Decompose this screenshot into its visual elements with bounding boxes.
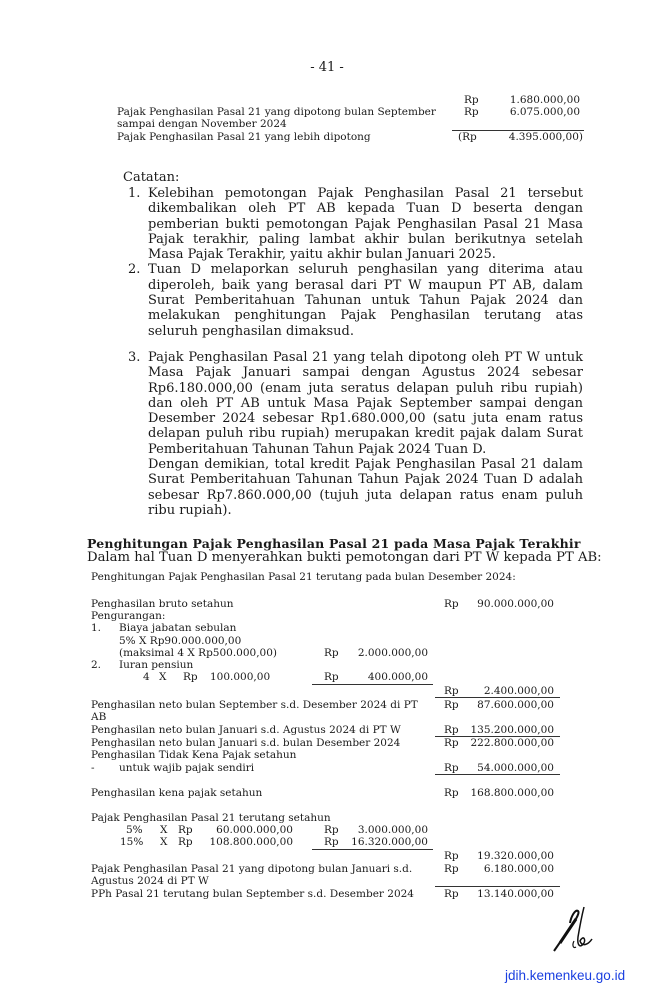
- dash: -: [91, 762, 95, 774]
- neto-ab-label: AB: [91, 711, 107, 723]
- currency: Rp: [464, 106, 479, 118]
- final-label: PPh Pasal 21 terutang bulan September s.d. Desember 2024: [91, 888, 414, 900]
- signature-icon: [550, 905, 600, 955]
- deduction-formula: 5% X Rp90.000.000,00: [119, 635, 242, 647]
- amount: 168.800.000,00: [470, 787, 554, 799]
- currency: Rp: [444, 699, 459, 711]
- note-text: Kelebihan pemotongan Pajak Penghasilan Pasal 21 tersebut dikembalikan oleh PT AB kepada Tuan D beserta dengan pemberian bukti pemotongan Pajak Penghasilan Pasal 21 Masa Pajak terakhir, paling lambat akhir bulan berikutnya setelah Masa Pajak Terakhir, yaitu akhir bulan Januari 2025.: [148, 186, 583, 263]
- currency: Rp: [464, 94, 479, 106]
- amount: 3.000.000,00: [357, 824, 428, 836]
- times-sign: X: [159, 671, 167, 683]
- tax-label: Pajak Penghasilan Pasal 21 terutang setahun: [91, 812, 331, 824]
- amount: 54.000.000,00: [477, 762, 554, 774]
- note-number: 2.: [128, 262, 141, 278]
- note-continuation: Dengan demikian, total kredit Pajak Penghasilan Pasal 21 dalam Surat Pemberitahuan Tahunan Tahun Pajak 2024 Tuan D adalah sebesar Rp7.860.000,00 (tujuh juta delapan ratus enam puluh ribu rupiah).: [148, 457, 583, 518]
- amount: 13.140.000,00: [477, 888, 554, 900]
- note-number: 1.: [128, 186, 141, 201]
- summary-label: sampai dengan November 2024: [117, 118, 287, 130]
- times-sign: X: [160, 824, 168, 836]
- currency: Rp: [324, 824, 339, 836]
- deduction-max: (maksimal 4 X Rp500.000,00): [119, 647, 278, 659]
- note-text: Pajak Penghasilan Pasal 21 yang telah dipotong oleh PT W untuk Masa Pajak Januari sampai dengan Agustus 2024 sebesar Rp6.180.000,00 (enam juta seratus delapan puluh ribu rupiah) dan oleh PT AB untuk Masa Pajak September sampai dengan Desember 2024 sebesar Rp1.680.000,00 (satu juta enam ratus delapan puluh ribu rupiah) merupakan kredit pajak dalam Surat Pemberitahuan Tahunan Tahun Pajak 2024 Tuan D.: [148, 349, 583, 457]
- summary-label: Pajak Penghasilan Pasal 21 yang lebih dipotong: [117, 131, 371, 143]
- currency: Rp: [324, 836, 339, 848]
- amount: 135.200.000,00: [470, 724, 554, 736]
- currency: Rp: [444, 598, 459, 610]
- withheld-label: Pajak Penghasilan Pasal 21 yang dipotong bulan Januari s.d.: [91, 863, 413, 875]
- deduction-label: Biaya jabatan sebulan: [119, 622, 237, 634]
- currency: (Rp: [458, 131, 477, 143]
- amount: 222.800.000,00: [470, 737, 554, 749]
- currency: Rp: [178, 836, 193, 848]
- neto-w-label: Penghasilan neto bulan Januari s.d. Agustus 2024 di PT W: [91, 724, 401, 736]
- note-text: Tuan D melaporkan seluruh penghasilan yang diterima atau diperoleh, baik yang berasal dari PT W maupun PT AB, dalam Surat Pemberitahuan Tahunan untuk Tahun Pajak 2024 dan melakukan penghitungan Pajak Penghasilan terutang atas seluruh penghasilan dimaksud.: [148, 262, 583, 339]
- subtotal-rule: [312, 849, 433, 850]
- currency: Rp: [444, 724, 459, 736]
- currency: Rp: [444, 850, 459, 862]
- deduction-number: 1.: [91, 622, 102, 634]
- deduction-number: 2.: [91, 659, 102, 671]
- subtotal-rule: [312, 684, 433, 685]
- page-number: - 41 -: [310, 60, 344, 75]
- summary-label: Pajak Penghasilan Pasal 21 yang dipotong bulan September: [117, 106, 436, 118]
- amount: 19.320.000,00: [477, 850, 554, 862]
- currency: Rp: [444, 685, 459, 697]
- currency: Rp: [444, 787, 459, 799]
- bracket-base: 108.800.000,00: [209, 836, 293, 848]
- pkp-label: Penghasilan kena pajak setahun: [91, 787, 263, 799]
- bracket-rate: 15%: [120, 836, 144, 848]
- footer-link[interactable]: jdih.kemenkeu.go.id: [505, 968, 626, 983]
- base-amount: 100.000,00: [210, 671, 271, 683]
- amount: 90.000.000,00: [477, 598, 554, 610]
- bracket-rate: 5%: [126, 824, 143, 836]
- notes-list: [123, 186, 583, 518]
- ptkp-label: Penghasilan Tidak Kena Pajak setahun: [91, 749, 297, 761]
- amount: 400.000,00: [367, 671, 428, 683]
- amount: 1.680.000,00: [509, 94, 580, 106]
- currency: Rp: [324, 671, 339, 683]
- amount: 87.600.000,00: [477, 699, 554, 711]
- note-number: 3.: [128, 349, 141, 365]
- subtotal-rule: [435, 774, 560, 775]
- currency: Rp: [444, 762, 459, 774]
- note-item: [123, 262, 583, 338]
- amount: 6.180.000,00: [483, 863, 554, 875]
- subtotal-rule: [435, 697, 560, 698]
- withheld-label: Agustus 2024 di PT W: [91, 875, 209, 887]
- currency: Rp: [444, 888, 459, 900]
- bracket-base: 60.000.000,00: [216, 824, 293, 836]
- subtotal-rule: [435, 886, 560, 887]
- note-item: [123, 350, 583, 518]
- amount: 6.075.000,00: [509, 106, 580, 118]
- currency: Rp: [444, 863, 459, 875]
- section-heading: Penghitungan Pajak Penghasilan Pasal 21 pada Masa Pajak Terakhir: [87, 536, 581, 551]
- currency: Rp: [324, 647, 339, 659]
- calc-title: Penghitungan Pajak Penghasilan Pasal 21 terutang pada bulan Desember 2024:: [91, 571, 516, 583]
- ptkp-sub-label: untuk wajib pajak sendiri: [119, 762, 255, 774]
- bruto-label: Penghasilan bruto setahun: [91, 598, 234, 610]
- currency: Rp: [444, 737, 459, 749]
- section-subheading: Dalam hal Tuan D menyerahkan bukti pemotongan dari PT W kepada PT AB:: [87, 550, 602, 565]
- multiplier: 4: [143, 671, 150, 683]
- amount: 2.400.000,00: [483, 685, 554, 697]
- amount: 16.320.000,00: [351, 836, 428, 848]
- times-sign: X: [160, 836, 168, 848]
- currency: Rp: [178, 824, 193, 836]
- neto-total-label: Penghasilan neto bulan Januari s.d. bulan Desember 2024: [91, 737, 401, 749]
- deduction-label: Iuran pensiun: [119, 659, 194, 671]
- notes-section: [123, 170, 583, 518]
- currency: Rp: [183, 671, 198, 683]
- amount: 2.000.000,00: [357, 647, 428, 659]
- note-item: [123, 186, 583, 262]
- notes-title: Catatan:: [123, 170, 180, 185]
- neto-ab-label: Penghasilan neto bulan September s.d. Desember 2024 di PT: [91, 699, 418, 711]
- amount: 4.395.000,00): [508, 131, 583, 143]
- pengurangan-label: Pengurangan:: [91, 610, 166, 622]
